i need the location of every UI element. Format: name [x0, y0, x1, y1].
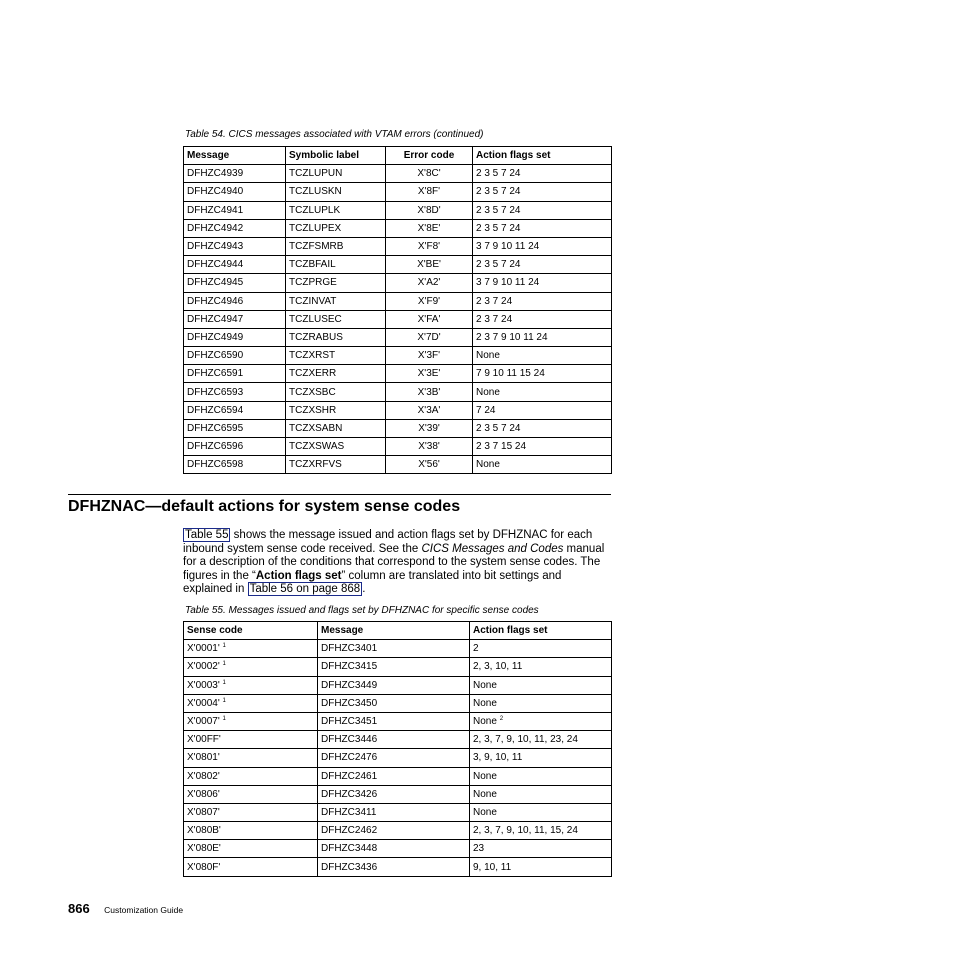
cell-action-flags: 2 3 7 24	[473, 292, 612, 310]
cell-symbolic-label: TCZLUSKN	[286, 183, 386, 201]
cell-action-flags	[470, 803, 612, 821]
footnote-marker: 2	[499, 716, 504, 723]
cell-message: DFHZC4939	[184, 165, 286, 183]
cell-sense-code	[184, 822, 318, 840]
action-flags-value: 3, 9, 10, 11	[473, 752, 523, 764]
cell-action-flags: 7 24	[473, 401, 612, 419]
table-row	[184, 165, 612, 183]
cell-message: DFHZC6595	[184, 419, 286, 437]
sense-code-value: X'080F'	[187, 861, 221, 873]
cell-symbolic-label: TCZLUPEX	[286, 219, 386, 237]
table-row	[184, 219, 612, 237]
cell-message: DFHZC3451	[318, 712, 470, 730]
paragraph-text: .	[362, 583, 366, 596]
cell-message: DFHZC6593	[184, 383, 286, 401]
table-row	[184, 292, 612, 310]
sense-code-value: X'0004'	[187, 697, 220, 709]
cell-message: DFHZC3415	[318, 658, 470, 676]
table-row	[184, 201, 612, 219]
table-row	[184, 822, 612, 840]
table-row	[184, 237, 612, 255]
cell-symbolic-label: TCZXSHR	[286, 401, 386, 419]
cell-message: DFHZC3401	[318, 640, 470, 658]
cell-message: DFHZC4943	[184, 237, 286, 255]
table-row	[184, 438, 612, 456]
cell-symbolic-label: TCZXRST	[286, 347, 386, 365]
cell-sense-code	[184, 694, 318, 712]
cell-action-flags	[470, 840, 612, 858]
cell-sense-code	[184, 785, 318, 803]
table-55-link[interactable]: Table 55	[185, 529, 229, 541]
cell-sense-code	[184, 658, 318, 676]
table-row	[184, 840, 612, 858]
cell-sense-code	[184, 858, 318, 876]
column-header-message: Message	[184, 147, 286, 165]
cell-error-code: X'8C'	[386, 165, 473, 183]
footnote-marker: 1	[222, 643, 226, 650]
cell-error-code: X'38'	[386, 438, 473, 456]
table-54	[183, 146, 612, 474]
footnote-marker: 1	[222, 679, 226, 686]
action-flags-value: None	[473, 770, 497, 782]
table-row	[184, 456, 612, 474]
cell-message: DFHZC3436	[318, 858, 470, 876]
cell-action-flags: 2 3 7 24	[473, 310, 612, 328]
cell-action-flags: 7 9 10 11 15 24	[473, 365, 612, 383]
cell-action-flags	[470, 640, 612, 658]
cell-message: DFHZC2461	[318, 767, 470, 785]
cell-message: DFHZC3426	[318, 785, 470, 803]
cell-symbolic-label: TCZLUPUN	[286, 165, 386, 183]
table-54-body	[184, 165, 612, 474]
cell-message: DFHZC4942	[184, 219, 286, 237]
sense-code-value: X'0007'	[187, 716, 220, 728]
sense-code-value: X'0003'	[187, 679, 220, 691]
footnote-marker: 1	[222, 661, 226, 668]
cell-error-code: X'8E'	[386, 219, 473, 237]
sense-code-value: X'0802'	[187, 770, 220, 782]
table-row	[184, 274, 612, 292]
cell-message: DFHZC2476	[318, 749, 470, 767]
cell-error-code: X'F8'	[386, 237, 473, 255]
cell-symbolic-label: TCZXSBC	[286, 383, 386, 401]
cell-error-code: X'7D'	[386, 328, 473, 346]
cell-action-flags: 2 3 5 7 24	[473, 183, 612, 201]
cell-error-code: X'FA'	[386, 310, 473, 328]
cell-action-flags: 2 3 5 7 24	[473, 165, 612, 183]
cell-action-flags	[470, 858, 612, 876]
cell-symbolic-label: TCZLUPLK	[286, 201, 386, 219]
action-flags-value: 2, 3, 10, 11	[473, 661, 523, 673]
cell-action-flags: 3 7 9 10 11 24	[473, 274, 612, 292]
cell-error-code: X'39'	[386, 419, 473, 437]
sense-code-value: X'080B'	[187, 825, 221, 837]
cell-action-flags: 2 3 7 15 24	[473, 438, 612, 456]
cell-symbolic-label: TCZXERR	[286, 365, 386, 383]
table-row	[184, 401, 612, 419]
cell-action-flags	[470, 822, 612, 840]
sense-code-value: X'080E'	[187, 843, 221, 855]
cell-message: DFHZC6596	[184, 438, 286, 456]
table-row	[184, 694, 612, 712]
cell-action-flags: None	[473, 383, 612, 401]
cell-symbolic-label: TCZXSWAS	[286, 438, 386, 456]
table-row	[184, 347, 612, 365]
cell-message: DFHZC4947	[184, 310, 286, 328]
cell-sense-code	[184, 840, 318, 858]
cell-message: DFHZC4945	[184, 274, 286, 292]
column-header-action-flags: Action flags set	[470, 622, 612, 640]
table-row	[184, 383, 612, 401]
cell-symbolic-label: TCZXRFVS	[286, 456, 386, 474]
sense-code-value: X'0807'	[187, 806, 220, 818]
table-row	[184, 767, 612, 785]
cell-sense-code	[184, 712, 318, 730]
sense-code-value: X'0806'	[187, 788, 220, 800]
table-row	[184, 785, 612, 803]
table-row	[184, 328, 612, 346]
cell-message: DFHZC6591	[184, 365, 286, 383]
cell-symbolic-label: TCZINVAT	[286, 292, 386, 310]
table-55-caption: Table 55. Messages issued and flags set by DFHZNAC for specific sense codes	[185, 605, 539, 616]
book-title: Customization Guide	[104, 905, 184, 915]
cell-action-flags: 3 7 9 10 11 24	[473, 237, 612, 255]
sense-code-value: X'0801'	[187, 752, 220, 764]
table-row	[184, 256, 612, 274]
cell-sense-code	[184, 767, 318, 785]
table-row	[184, 749, 612, 767]
paragraph-text: manual for a description of the conditions that correspond to the system sense codes. The figures in the “	[183, 542, 605, 582]
cell-action-flags: 2 3 5 7 24	[473, 256, 612, 274]
cell-action-flags: 2 3 5 7 24	[473, 419, 612, 437]
cell-action-flags	[470, 731, 612, 749]
footnote-marker: 1	[222, 697, 226, 704]
action-flags-value: None	[473, 716, 497, 728]
table-row	[184, 676, 612, 694]
cell-action-flags: None	[473, 456, 612, 474]
cell-error-code: X'56'	[386, 456, 473, 474]
cell-message: DFHZC2462	[318, 822, 470, 840]
cell-symbolic-label: TCZRABUS	[286, 328, 386, 346]
cell-error-code: X'3F'	[386, 347, 473, 365]
cell-message: DFHZC3448	[318, 840, 470, 858]
cell-sense-code	[184, 803, 318, 821]
cell-symbolic-label: TCZXSABN	[286, 419, 386, 437]
sense-code-value: X'00FF'	[187, 734, 221, 746]
cell-message: DFHZC6590	[184, 347, 286, 365]
page-footer	[68, 900, 183, 918]
action-flags-value: 2, 3, 7, 9, 10, 11, 15, 24	[473, 825, 578, 837]
cell-message: DFHZC3449	[318, 676, 470, 694]
cell-error-code: X'8F'	[386, 183, 473, 201]
book-reference: CICS Messages and Codes	[421, 542, 564, 555]
cell-action-flags	[470, 749, 612, 767]
table-row	[184, 803, 612, 821]
cell-sense-code	[184, 731, 318, 749]
cell-action-flags	[470, 658, 612, 676]
cell-error-code: X'F9'	[386, 292, 473, 310]
footnote-marker: 1	[222, 716, 226, 723]
table-row	[184, 858, 612, 876]
cell-error-code: X'3B'	[386, 383, 473, 401]
table-55-body	[184, 640, 612, 876]
cell-sense-code	[184, 640, 318, 658]
cell-action-flags	[470, 676, 612, 694]
table-row	[184, 640, 612, 658]
cell-error-code: X'BE'	[386, 256, 473, 274]
cell-action-flags	[470, 767, 612, 785]
action-flags-value: 23	[473, 843, 485, 855]
cell-symbolic-label: TCZPRGE	[286, 274, 386, 292]
action-flags-value: 9, 10, 11	[473, 861, 512, 873]
column-header-action-flags: Action flags set	[473, 147, 612, 165]
cell-symbolic-label: TCZLUSEC	[286, 310, 386, 328]
cell-message: DFHZC4946	[184, 292, 286, 310]
sense-code-value: X'0002'	[187, 661, 220, 673]
cell-message: DFHZC3446	[318, 731, 470, 749]
page-number: 866	[68, 901, 90, 916]
column-header-message: Message	[318, 622, 470, 640]
table-header-row	[184, 622, 612, 640]
cell-message: DFHZC3411	[318, 803, 470, 821]
sense-code-value: X'0001'	[187, 643, 220, 655]
table-row	[184, 365, 612, 383]
table-55	[183, 621, 612, 877]
section-heading: DFHZNAC—default actions for system sense codes	[68, 494, 611, 516]
cell-action-flags: None	[473, 347, 612, 365]
cell-error-code: X'A2'	[386, 274, 473, 292]
table-row	[184, 731, 612, 749]
table-row	[184, 183, 612, 201]
table-row	[184, 419, 612, 437]
cell-message: DFHZC4941	[184, 201, 286, 219]
cell-message: DFHZC6594	[184, 401, 286, 419]
cell-action-flags: 2 3 5 7 24	[473, 201, 612, 219]
column-reference: Action flags set	[255, 569, 342, 582]
cell-sense-code	[184, 749, 318, 767]
cell-message: DFHZC6598	[184, 456, 286, 474]
cell-action-flags: 2 3 7 9 10 11 24	[473, 328, 612, 346]
action-flags-value: None	[473, 788, 497, 800]
cell-symbolic-label: TCZFSMRB	[286, 237, 386, 255]
cell-action-flags	[470, 712, 612, 730]
cell-message: DFHZC4949	[184, 328, 286, 346]
action-flags-value: 2	[473, 643, 479, 655]
column-header-error-code: Error code	[386, 147, 473, 165]
column-header-symbolic-label: Symbolic label	[286, 147, 386, 165]
action-flags-value: None	[473, 697, 497, 709]
table-row	[184, 310, 612, 328]
table-row	[184, 658, 612, 676]
action-flags-value: None	[473, 806, 497, 818]
cell-sense-code	[184, 676, 318, 694]
cell-message: DFHZC4944	[184, 256, 286, 274]
cell-action-flags	[470, 694, 612, 712]
cell-error-code: X'3A'	[386, 401, 473, 419]
action-flags-value: 2, 3, 7, 9, 10, 11, 23, 24	[473, 734, 578, 746]
table-56-link[interactable]: Table 56 on page 868	[249, 583, 361, 596]
table-54-caption: Table 54. CICS messages associated with VTAM errors (continued)	[185, 129, 484, 140]
cell-message: DFHZC3450	[318, 694, 470, 712]
cell-message: DFHZC4940	[184, 183, 286, 201]
paragraph-text: ” column are translated into bit settings and explained in	[183, 569, 562, 596]
table-row	[184, 712, 612, 730]
paragraph-text: shows the message issued and action flags set by DFHZNAC for each inbound system sense code received. See the	[183, 529, 593, 555]
cell-action-flags	[470, 785, 612, 803]
action-flags-value: None	[473, 679, 497, 691]
cell-action-flags: 2 3 5 7 24	[473, 219, 612, 237]
table-header-row	[184, 147, 612, 165]
cell-symbolic-label: TCZBFAIL	[286, 256, 386, 274]
column-header-sense-code: Sense code	[184, 622, 318, 640]
intro-paragraph	[183, 529, 613, 597]
cell-error-code: X'3E'	[386, 365, 473, 383]
cell-error-code: X'8D'	[386, 201, 473, 219]
